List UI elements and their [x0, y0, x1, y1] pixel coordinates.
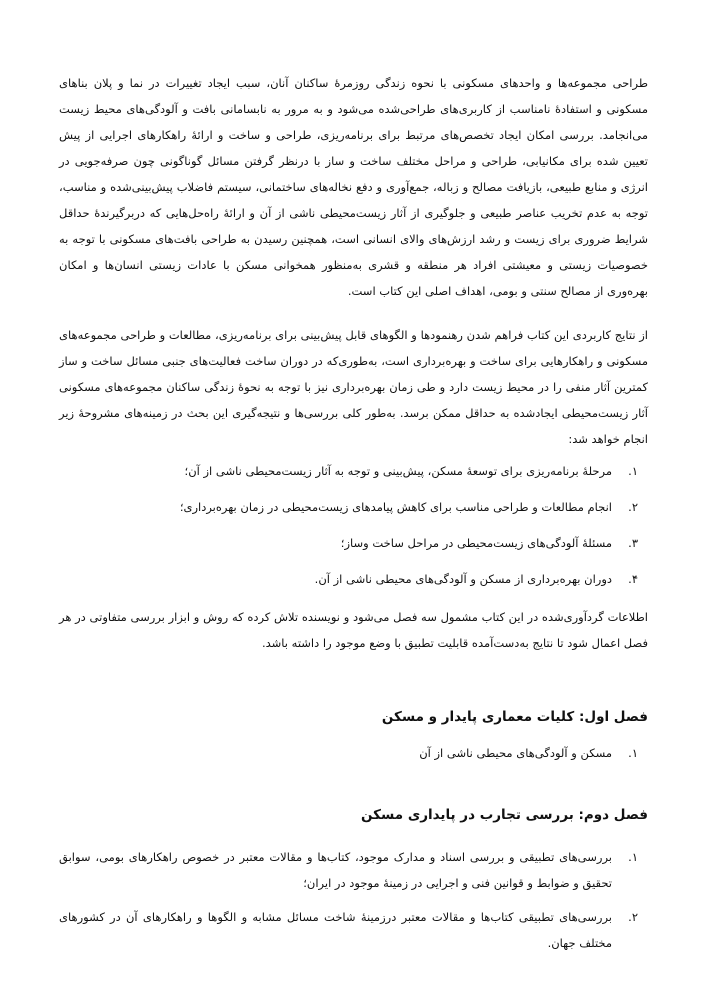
list-item — [59, 742, 648, 764]
list-text: بررسی‌های تطبیقی کتاب‌ها و مقالات معتبر درزمینهٔ شاخت مسائل مشابه و الگوها و راهکارهای آن در کشورهای مختلف جهان. — [59, 910, 612, 950]
list-text: انجام مطالعات و طراحی مناسب برای کاهش پیامدهای زیست‌محیطی در زمان بهره‌برداری؛ — [179, 500, 612, 514]
list-item — [59, 568, 648, 590]
intro-paragraph: طراحی مجموعه‌ها و واحدهای مسکونی با نحوه زندگی روزمرهٔ ساکنان آنان، سبب ایجاد تغییرات در نما و پلان بناهای مسکونی و استفادهٔ نامناسب از کاربری‌های طراحی‌شده می‌شود و به مرور به نابسامانی بافت و آلودگی‌های محیط زیست می‌انجامد. بررسی امکان ایجاد تخصص‌های مرتبط برای برنامه‌ریزی، طراحی و ساخت و ارائهٔ راهکارهای اجرایی از پیش تعیین شده برای مکانیابی، طراحی و مراحل مختلف ساخت و ساز با درنظر گرفتن مسائل گوناگونی چون صرفه‌جویی در انرژی و منابع طبیعی، بازیافت مصالح و زباله، جمع‌آوری و دفع نخاله‌های ساختمانی، سیستم فاضلاب پیش‌بینی‌شده و مناسب، توجه به عدم تخریب عناصر طبیعی و جلوگیری از آثار زیست‌محیطی ناشی از آن و ارائهٔ راه‌حل‌هایی که دربرگیرندهٔ حداقل شرایط ضروری برای زیست و رشد ارزش‌های والای انسانی است، همچنین رسیدن به طراحی بافت‌های مسکونی با توجه به خصوصیات زیستی و معیشتی افراد هر منطقه و قشری به‌منظور همخوانی مسکن با عادات زیستی انسان‌ها و امکان بهره‌وری از مصالح سنتی و بومی، اهداف اصلی این کتاب است. — [59, 76, 648, 298]
list-item — [59, 844, 648, 896]
list-number: ۳. — [628, 536, 638, 550]
list-item — [59, 460, 648, 482]
list-number: ۱. — [628, 850, 638, 864]
list-number: ۴. — [628, 572, 638, 586]
list-text: مسئلهٔ آلودگی‌های زیست‌محیطی در مراحل ساخت وساز؛ — [340, 536, 612, 550]
list-number: ۲. — [628, 500, 638, 514]
list-text: مرحلهٔ برنامه‌ریزی برای توسعهٔ مسکن، پیش‌بینی و توجه به آثار زیست‌محیطی ناشی از آن؛ — [184, 464, 612, 478]
list-number: ۱. — [628, 746, 638, 760]
list-item — [59, 496, 648, 518]
chapter-2-list — [59, 844, 648, 956]
chapters-paragraph: اطلاعات گردآوری‌شده در این کتاب مشمول سه فصل می‌شود و نویسنده تلاش کرده که روش و ابزار بررسی متفاوتی در هر فصل اعمال شود تا نتایج به‌دست‌آمده قابلیت تطبیق با وضع موجود را داشته باشد. — [59, 610, 648, 650]
list-text: بررسی‌های تطبیقی و بررسی اسناد و مدارک موجود، کتاب‌ها و مقالات معتبر در خصوص راهکارهای بومی، سوابق تحقیق و ضوابط و قوانین فنی و اجرایی در زمینهٔ موجود در ایران؛ — [59, 850, 612, 890]
list-text: دوران بهره‌برداری از مسکن و آلودگی‌های محیطی ناشی از آن. — [314, 572, 612, 586]
chapter-1-list — [59, 742, 648, 764]
list-item — [59, 904, 648, 956]
list-text: مسکن و آلودگی‌های محیطی ناشی از آن — [419, 746, 612, 760]
chapter-2-heading: فصل دوم: بررسی تجارب در پایداری مسکن — [361, 807, 648, 823]
list-number: ۱. — [628, 464, 638, 478]
chapter-1-heading: فصل اول: کلیات معماری پایدار و مسکن — [381, 709, 648, 725]
topics-list — [59, 460, 648, 590]
results-paragraph: از نتایج کاربردی این کتاب فراهم شدن رهنمودها و الگوهای قابل پیش‌بینی برای برنامه‌ریزی، مطالعات و طراحی مجموعه‌های مسکونی و راهکارهایی برای ساخت و بهره‌برداری است، به‌طوری‌که در دوران ساخت فعالیت‌های جنبی مسائل ساخت و ساز کمترین آثار منفی را در محیط زیست دارد و طی زمان بهره‌برداری نیز با توجه به نحوهٔ زندگی ساکنان مجموعه‌های مسکونی آثار زیست‌محیطی ایجادشده به حداقل ممکن برسد. به‌طور کلی بررسی‌ها و نتیجه‌گیری این بحث در زمینه‌های مشروحهٔ زیر انجام خواهد شد: — [59, 328, 648, 446]
list-number: ۲. — [628, 910, 638, 924]
list-item — [59, 532, 648, 554]
